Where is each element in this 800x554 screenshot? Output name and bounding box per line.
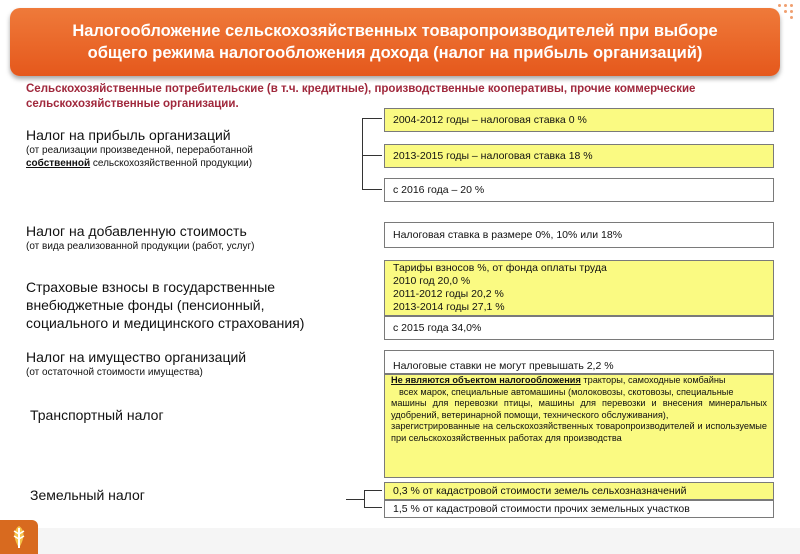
profit-tax-connector (362, 155, 382, 156)
page-title-banner (10, 8, 780, 76)
transport-line-4: зарегистрированные на сельскохозяйственных товаропроизводителей и используемые при сельскохозяйственных работах для производства (391, 421, 767, 443)
insurance-label (26, 278, 371, 332)
transport-rest: тракторы, самоходные комбайны (580, 375, 726, 385)
transport-line-2: всех марок, специальные автомашины (молоковозы, скотовозы, специальные (399, 386, 734, 397)
insurance-title-line3: социального и медицинского страхования) (26, 315, 305, 331)
profit-tax-title: Налог на прибыль организаций (26, 127, 231, 143)
land-connector (346, 499, 364, 500)
insurance-title-line2: внебюджетные фонды (пенсионный, (26, 297, 265, 313)
subtitle: Сельскохозяйственные потребительские (в т.ч. кредитные), производственные кооперативы, прочие коммерческие сельскохозяйственные организации. (26, 83, 696, 110)
land-box-2: 1,5 % от кадастровой стоимости прочих земельных участков (384, 500, 774, 518)
land-box-1: 0,3 % от кадастровой стоимости земель сельхозназначений (384, 482, 774, 500)
profit-tax-sub-rest: сельскохозяйственной продукции) (90, 158, 253, 169)
footer-bar (0, 528, 800, 554)
profit-tax-box-1: 2004-2012 годы – налоговая ставка 0 % (384, 108, 774, 132)
transport-line-1 (391, 375, 767, 387)
transport-title: Транспортный налог (30, 407, 164, 423)
insurance-line-3: 2011-2012 годы 20,2 % (393, 288, 504, 300)
profit-tax-label (26, 126, 366, 170)
insurance-title-line1: Страховые взносы в государственные (26, 279, 276, 295)
vat-title: Налог на добавленную стоимость (26, 223, 247, 239)
land-bracket (364, 490, 382, 508)
profit-tax-box-2: 2013-2015 годы – налоговая ставка 18 % (384, 144, 774, 168)
insurance-box-2: с 2015 года 34,0% (384, 316, 774, 340)
vat-box: Налоговая ставка в размере 0%, 10% или 18% (384, 222, 774, 248)
profit-tax-sub-line1: (от реализации произведенной, переработанной (26, 145, 253, 156)
insurance-line-1: Тарифы взносов %, от фонда оплаты труда (393, 262, 607, 274)
transport-box (384, 374, 774, 478)
profit-tax-sub-line2 (26, 157, 366, 170)
transport-line-3: машины для перевозки птицы, машины для перевозки и внесения минеральных удобрений, ветеринарной помощи, технического обслуживания), (391, 398, 767, 420)
land-title: Земельный налог (30, 487, 145, 503)
profit-tax-sub-bold: собственной (26, 158, 91, 169)
profit-tax-bracket (362, 118, 382, 190)
insurance-box-1 (384, 260, 774, 316)
property-label (26, 348, 366, 379)
property-sub: (от остаточной стоимости имущества) (26, 367, 203, 378)
page-title: Налогообложение сельскохозяйственных товаропроизводителей при выборе общего режима налогообложения дохода (налог на прибыль организаций) (72, 22, 718, 62)
transport-bold: Не являются объектом налогообложения (391, 375, 581, 385)
wheat-logo-icon (0, 520, 38, 554)
profit-tax-box-3: с 2016 года – 20 % (384, 178, 774, 202)
dots-ornament-icon (778, 4, 794, 20)
property-box: Налоговые ставки не могут превышать 2,2 % (384, 350, 774, 374)
insurance-line-2: 2010 год 20,0 % (393, 275, 471, 287)
property-title: Налог на имущество организаций (26, 349, 247, 365)
insurance-line-4: 2013-2014 годы 27,1 % (393, 301, 505, 313)
vat-label (26, 222, 366, 253)
vat-sub: (от вида реализованной продукции (работ, услуг) (26, 241, 255, 252)
